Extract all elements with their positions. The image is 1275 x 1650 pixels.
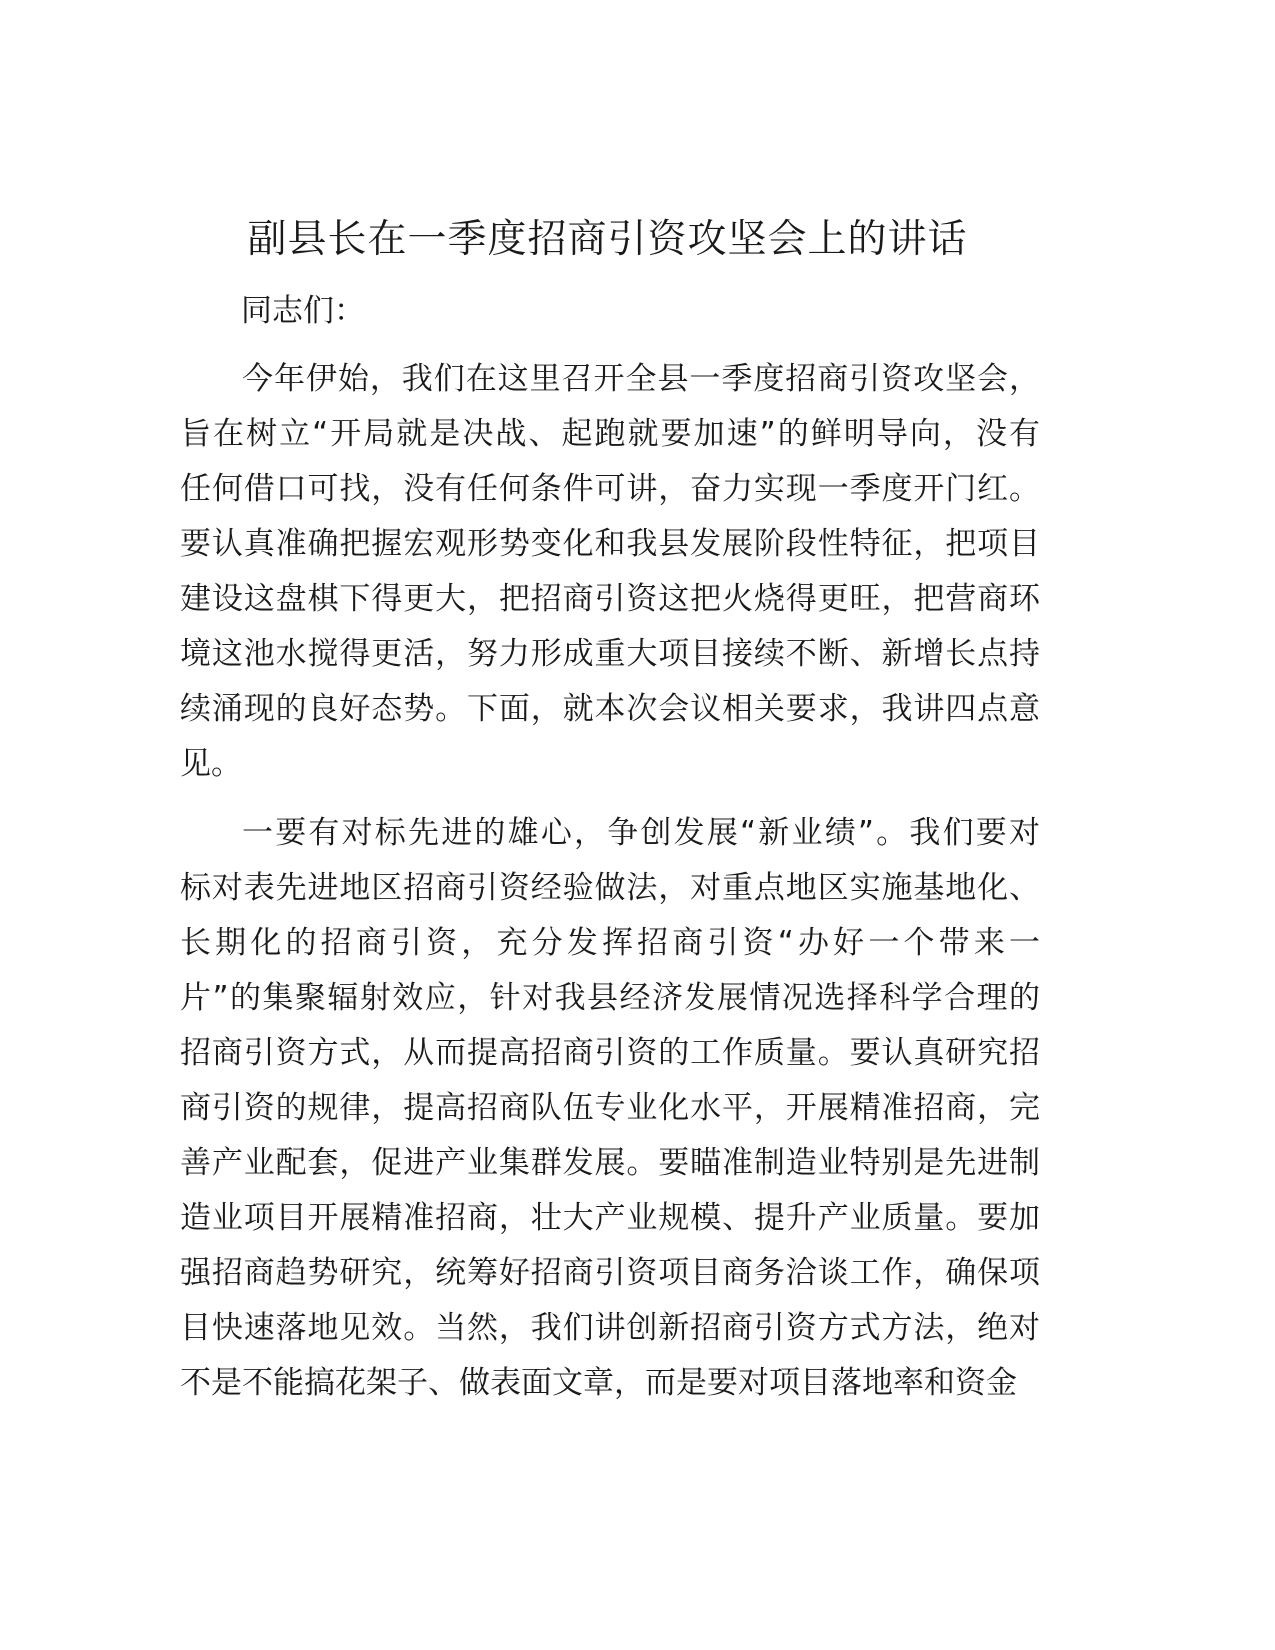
text-line: 要认真准确把握宏观形势变化和我县发展阶段性特征，把项目: [180, 526, 1040, 562]
text-line: 善产业配套，促进产业集群发展。要瞄准制造业特别是先进制: [180, 1145, 1040, 1181]
text-line: 强招商趋势研究，统筹好招商引资项目商务洽谈工作，确保项: [180, 1255, 1040, 1291]
paragraph-1: [180, 355, 1040, 795]
text-line: 片”的集聚辐射效应，针对我县经济发展情况选择科学合理的: [180, 980, 1040, 1016]
text-line: 任何借口可找，没有任何条件可讲，奋力实现一季度开门红。: [180, 471, 1040, 507]
text-line: 建设这盘棋下得更大，把招商引资这把火烧得更旺，把营商环: [180, 581, 1040, 617]
document-title: 副县长在一季度招商引资攻坚会上的讲话: [247, 217, 968, 262]
text-line: 见。: [180, 746, 242, 782]
text-line: 标对表先进地区招商引资经验做法，对重点地区实施基地化、: [180, 870, 1040, 906]
text-line: 造业项目开展精准招商，壮大产业规模、提升产业质量。要加: [180, 1200, 1040, 1236]
text-line: 长期化的招商引资，充分发挥招商引资“办好一个带来一: [180, 925, 1040, 961]
text-line: 续涌现的良好态势。下面，就本次会议相关要求，我讲四点意: [180, 691, 1040, 727]
text-line: 一要有对标先进的雄心，争创发展“新业绩”。我们要对: [242, 815, 1040, 851]
text-line: 商引资的规律，提高招商队伍专业化水平，开展精准招商，完: [180, 1090, 1040, 1126]
text-line: 招商引资方式，从而提高招商引资的工作质量。要认真研究招: [180, 1035, 1040, 1071]
text-line: 今年伊始，我们在这里召开全县一季度招商引资攻坚会，: [242, 361, 1040, 397]
text-line: 目快速落地见效。当然，我们讲创新招商引资方式方法，绝对: [180, 1310, 1040, 1346]
text-line: 不是不能搞花架子、做表面文章，而是要对项目落地率和资金: [180, 1365, 1017, 1401]
paragraph-2: [180, 809, 1040, 1414]
text-line: 境这池水搅得更活，努力形成重大项目接续不断、新增长点持: [180, 636, 1040, 672]
salutation: 同志们：: [241, 293, 365, 329]
text-line: 旨在树立“开局就是决战、起跑就要加速”的鲜明导向，没有: [180, 416, 1040, 452]
